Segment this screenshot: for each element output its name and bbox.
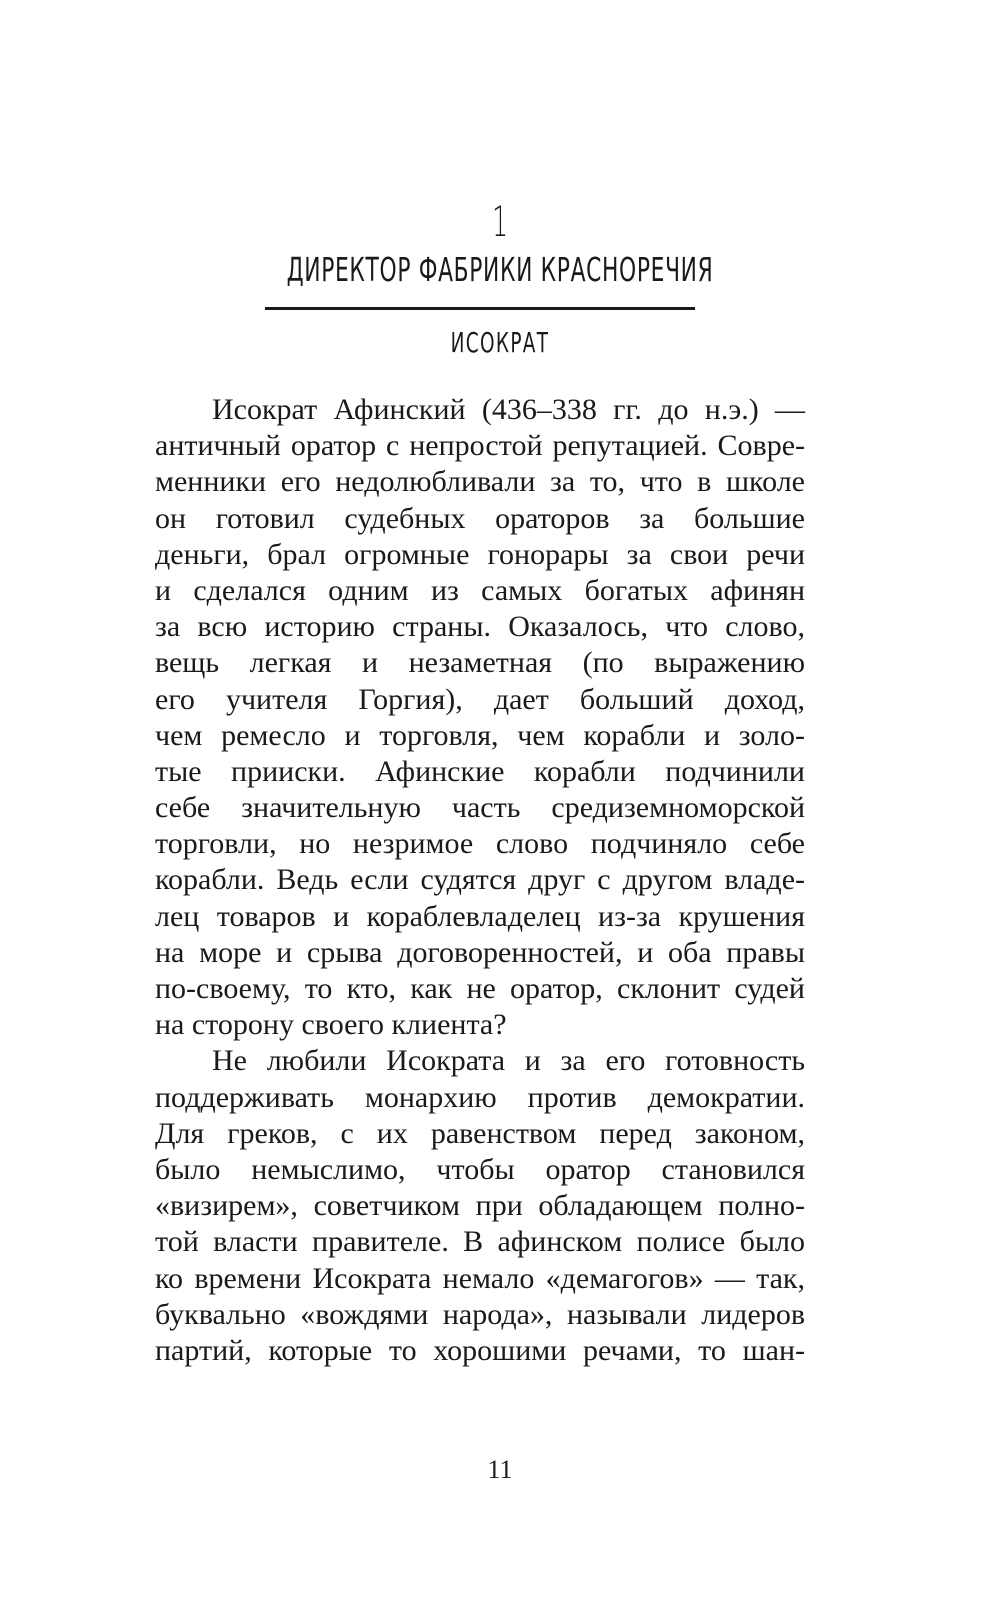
title-rule (265, 307, 695, 310)
chapter-title: ДИРЕКТОР ФАБРИКИ КРАСНОРЕЧИЯ (286, 250, 714, 289)
text-line: он готовил судебных ораторов за большие (155, 501, 805, 535)
chapter-subject: ИСОКРАТ (450, 326, 550, 359)
text-line: партий, которые то хорошими речами, то шан- (155, 1333, 805, 1367)
text-line: менники его недолюбливали за то, что в школе (155, 465, 805, 499)
text-line: себе значительную часть средиземноморской (155, 791, 805, 825)
body-text (155, 392, 805, 1369)
text-line: той власти правителе. В афинском полисе было (155, 1225, 805, 1259)
text-line: торговли, но незримое слово подчиняло себе (155, 827, 805, 861)
text-line: Не любили Исократа и за его готовность (212, 1044, 805, 1078)
text-line: тые прииски. Афинские корабли подчинили (155, 754, 805, 788)
text-line: лец товаров и кораблевладелец из-за крушения (155, 899, 805, 933)
text-line: было немыслимо, чтобы оратор становился (155, 1152, 805, 1186)
text-line: по-своему, то кто, как не оратор, склонит судей (155, 972, 805, 1005)
chapter-number: 1 (491, 197, 509, 246)
text-line: Для греков, с их равенством перед законом, (155, 1116, 805, 1150)
paragraph-1 (155, 392, 805, 1043)
page-number: 11 (487, 1455, 513, 1484)
text-line: буквально «вождями народа», называли лидеров (155, 1297, 805, 1331)
text-line: античный оратор с непростой репутацией. Совре- (155, 429, 805, 463)
text-line: деньги, брал огромные гонорары за свои речи (155, 537, 805, 571)
paragraph-2 (155, 1043, 805, 1369)
text-line: Исократ Афинский (436–338 гг. до н.э.) — (212, 393, 805, 426)
text-line: за всю историю страны. Оказалось, что слово, (155, 610, 805, 644)
text-line: чем ремесло и торговля, чем корабли и золо- (155, 718, 805, 752)
text-line: его учителя Горгия), дает больший доход, (155, 682, 805, 716)
text-line: «визирем», советчиком при обладающем полно- (155, 1189, 805, 1223)
text-line: корабли. Ведь если судятся друг с другом владе- (155, 863, 805, 897)
text-line: ко времени Исократа немало «демагогов» — так, (155, 1261, 805, 1295)
text-line: поддерживать монархию против демократии. (155, 1080, 805, 1114)
text-line: и сделался одним из самых богатых афинян (155, 573, 805, 607)
text-line: вещь легкая и незаметная (по выражению (155, 646, 805, 680)
text-line: на сторону своего клиента? (155, 1008, 507, 1042)
text-line: на море и срыва договоренностей, и оба правы (155, 935, 805, 969)
